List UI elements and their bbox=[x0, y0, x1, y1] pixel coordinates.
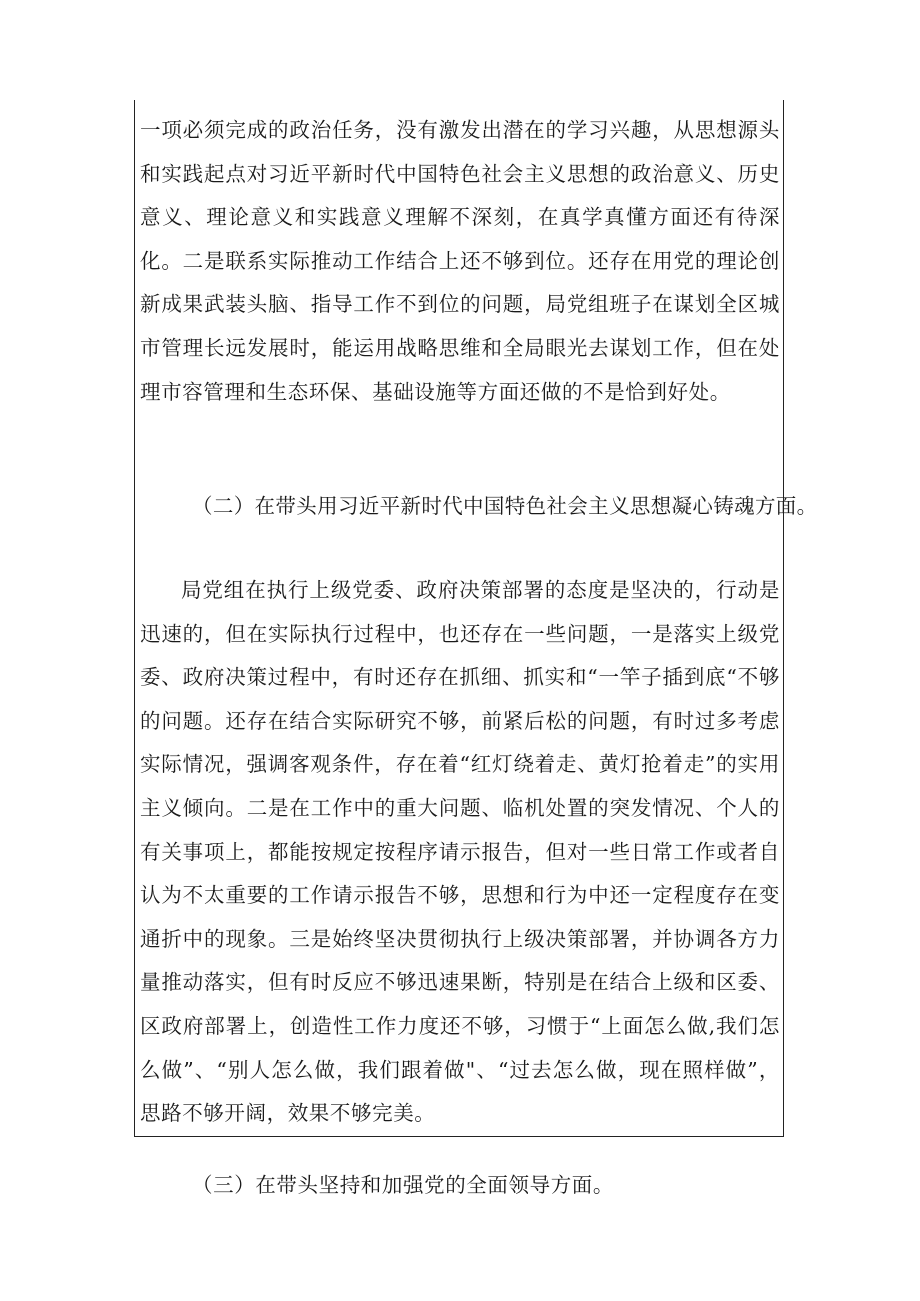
body-paragraph: 局党组在执行上级党委、政府决策部署的态度是坚决的，行动是迅速的，但在实际执行过程中，也还存在一些问题，一是落实上级党委、政府决策过程中，有时还存在抓细、抓实和“一竿子插到底“不够的问题。还存在结合实际研究不够，前紧后松的问题，有时过多考虑实际情况，强调客观条件，存在着“红灯绕着走、黄灯抢着走”的实用主义倾向。二是在工作中的重大问题、临机处置的突发情况、个人的有关事项上，都能按规定按程序请示报告，但对一些日常工作或者自认为不太重要的工作请示报告不够，思想和行为中还一定程度存在变通折中的现象。三是始终坚决贯彻执行上级决策部署，并协调各方力量推动落实，但有时反应不够迅速果断，特别是在结合上级和区委、区政府部署上，创造性工作力度还不够，习惯于“上面怎么做,我们怎么做”、“别人怎么做，我们跟着做"、“过去怎么做，现在照样做”，思路不够开阔，效果不够完美。 bbox=[140, 578, 780, 1126]
section-heading: （二）在带头用习近平新时代中国特色社会主义思想凝心铸魂方面。 bbox=[192, 494, 818, 518]
section-heading: （三）在带头坚持和加强党的全面领导方面。 bbox=[192, 1173, 614, 1197]
body-paragraph: 一项必须完成的政治任务，没有激发出潜在的学习兴趣，从思想源头和实践起点对习近平新时代中国特色社会主义思想的政治意义、历史意义、理论意义和实践意义理解不深刻，在真学真懂方面还有待深化。二是联系实际推动工作结合上还不够到位。还存在用党的理论创新成果武装头脑、指导工作不到位的问题，局党组班子在谋划全区城市管理长远发展时，能运用战略思维和全局眼光去谋划工作，但在处理市容管理和生态环保、基础设施等方面还做的不是恰到好处。 bbox=[140, 118, 780, 404]
